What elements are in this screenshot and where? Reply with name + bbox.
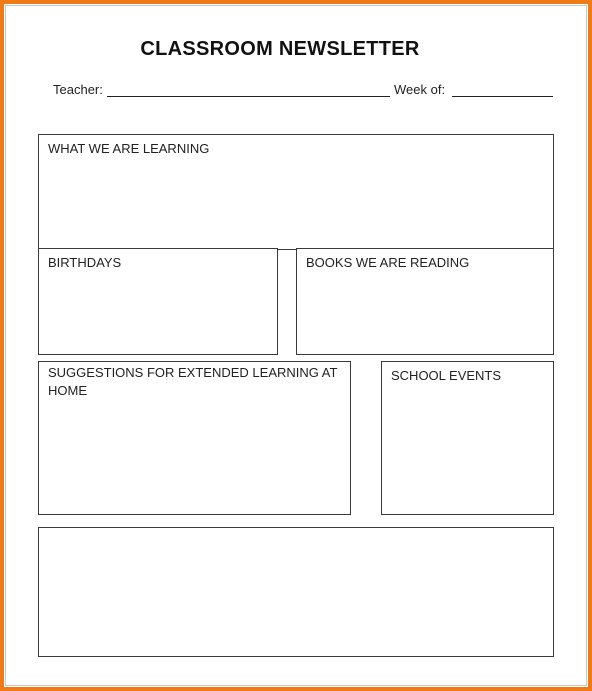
suggestions-heading: SUGGESTIONS FOR EXTENDED LEARNING AT HOME	[48, 365, 338, 398]
books-heading: BOOKS WE ARE READING	[306, 255, 470, 270]
suggestions-box[interactable]	[38, 361, 351, 515]
week-of-label: Week of:	[394, 82, 446, 97]
newsletter-title: CLASSROOM NEWSLETTER	[140, 38, 420, 60]
school-events-box[interactable]	[381, 361, 554, 515]
learning-heading: WHAT WE ARE LEARNING	[48, 141, 210, 156]
teacher-label: Teacher:	[53, 82, 103, 97]
birthdays-heading: BIRTHDAYS	[48, 255, 122, 270]
week-of-field[interactable]	[452, 96, 553, 97]
birthdays-box[interactable]	[38, 248, 278, 355]
learning-box[interactable]	[38, 134, 554, 250]
notes-box[interactable]	[38, 527, 554, 657]
books-box[interactable]	[296, 248, 554, 355]
teacher-field[interactable]	[107, 96, 390, 97]
school-events-heading: SCHOOL EVENTS	[391, 368, 502, 383]
